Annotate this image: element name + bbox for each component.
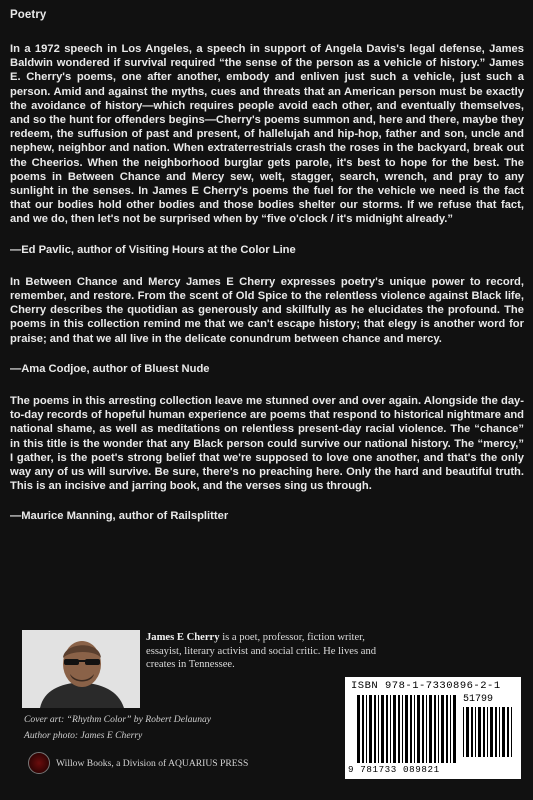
publisher-block bbox=[28, 752, 248, 774]
blurbs-section bbox=[10, 42, 524, 524]
blurb-quote-1: In a 1972 speech in Los Angeles, a speech in support of Angela Davis's legal defense, James Baldwin wondered if survival required “the sense of the person as a vehicle of history.” James E. Cherry's poems, one after another, embody and enliven just such a vehicle, just such a person. Amid and against the myths, cues and threats that an American person must be exactly the avoidance of history—which requires people avoid each other, and eventually themselves, and so the hunt for offenders begins—Cherry's poems summon and, here and there, maybe they redeem, the suffusion of past and present, of hallelujah and hip-hop, father and son, uncle and nephew, neighbor and nation. When extraterrestrials crash the roses in the backyard, break out the Cheerios. When the neighborhood burglar gets parole, it's best to hope for the best. The poems in Between Chance and Mercy sew, welt, stagger, search, wrench, and pray to any sunlight in the senses. In James E Cherry's poems the fuel for the vehicle we need is the fact that our bodies hold other bodies and those bodies shelter our storms. If we refuse that fact, and we do, then let's not be surprised when by “five o'clock / it's midnight already.” bbox=[10, 43, 524, 226]
blurb-attribution-2: —Ama Codjoe, author of Bluest Nude bbox=[10, 362, 210, 375]
genre-label: Poetry bbox=[10, 9, 47, 21]
author-photo-credit: Author photo: James E Cherry bbox=[24, 730, 143, 741]
author-bio-text: is a poet, professor, fiction writer, essayist, literary activist and social critic. He lives and creates in Tennessee. bbox=[146, 632, 377, 671]
publisher-logo-icon bbox=[28, 752, 50, 774]
cover-art-credit: Cover art: “Rhythm Color” by Robert Delaunay bbox=[24, 714, 212, 725]
author-photo bbox=[22, 630, 140, 708]
blurb-quote-2: In Between Chance and Mercy James E Cherry expresses poetry's unique power to record, remember, and restore. From the scent of Old Spice to the relentless violence against Black life, Cherry describes the quotidian as generously and skillfully as he elucidates the profound. The poems in this collection remind me that we can't escape history; that elegy is another word for praise; and that we all live in the delicate conundrum between chance and mercy. bbox=[10, 275, 524, 345]
author-bio bbox=[146, 631, 382, 672]
isbn-barcode bbox=[345, 677, 521, 779]
blurb-attribution-1: —Ed Pavlic, author of Visiting Hours at the Color Line bbox=[10, 243, 296, 256]
author-portrait-icon bbox=[22, 630, 140, 708]
isbn-label: ISBN 978-1-7330896-2-1 bbox=[351, 680, 501, 692]
blurb-quote-3: The poems in this arresting collection leave me stunned over and over again. Alongside the day-to-day records of hopeful human experience are poems that respond to historical nightmare and national shame, as well as meditations on relentless present-day racial violence. The “chance” in this title is the wonder that any Black person could survive our national history. The “mercy,” I gather, is the poet's strong belief that we're supposed to love one another, and that's the only way any of us will survive. Be sure, there's no preaching here. Only the hard and beautiful truth. This is an incisive and jarring book, and the verses sing us through. bbox=[10, 395, 524, 493]
blurb-attribution-3: —Maurice Manning, author of Railsplitter bbox=[10, 510, 229, 523]
price-code: 51799 bbox=[463, 694, 494, 705]
barcode-digits: 9 781733 089821 bbox=[348, 764, 440, 775]
author-name: James E Cherry bbox=[146, 632, 220, 643]
publisher-name: Willow Books, a Division of AQUARIUS PRESS bbox=[56, 757, 249, 769]
